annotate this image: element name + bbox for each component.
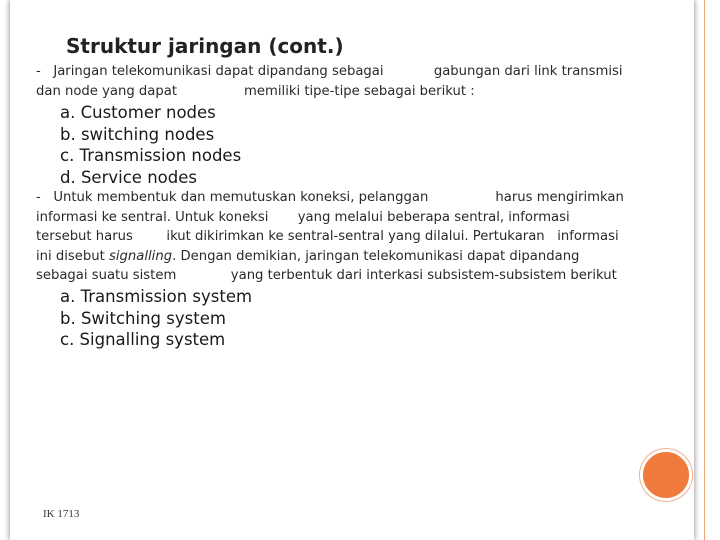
node-type-list — [60, 102, 241, 188]
list-item: a. Customer nodes — [60, 103, 216, 122]
paragraph-line — [36, 247, 686, 267]
system-list — [60, 286, 252, 351]
list-item: b. switching nodes — [60, 124, 215, 144]
line-text: ini disebut — [36, 248, 109, 264]
list-item: a. Transmission system — [60, 287, 253, 306]
paragraph-line: informasi ke sentral. Untuk koneksi yang melalui beberapa sentral, informasi — [36, 209, 570, 225]
paragraph-signalling — [36, 188, 686, 286]
paragraph-intro — [36, 62, 686, 101]
paragraph-line: - Untuk membentuk dan memutuskan koneksi, pelanggan harus mengirimkan — [36, 190, 624, 205]
decorative-circle — [640, 449, 692, 501]
paragraph-line: dan node yang dapat memiliki tipe-tipe sebagai berikut : — [36, 83, 475, 99]
slide-title: Struktur jaringan (cont.) — [66, 34, 344, 58]
decorative-rail — [704, 0, 705, 540]
signalling-term: signalling — [109, 248, 173, 264]
list-item: b. Switching system — [60, 308, 226, 328]
paragraph-line: - Jaringan telekomunikasi dapat dipandang sebagai gabungan dari link transmisi — [36, 64, 623, 79]
line-text: . Dengan demikian, jaringan telekomunikasi dapat dipandang — [172, 248, 580, 264]
slide-footer: IK 1713 — [43, 508, 80, 520]
paragraph-line: sebagai suatu sistem yang terbentuk dari interkasi subsistem-subsistem berikut — [36, 268, 617, 283]
list-item: d. Service nodes — [60, 167, 197, 187]
list-item: c. Transmission nodes — [60, 146, 242, 165]
list-item: c. Signalling system — [60, 330, 226, 349]
paragraph-line: tersebut harus ikut dikirimkan ke sentral-sentral yang dilalui. Pertukaran informasi — [36, 229, 619, 244]
